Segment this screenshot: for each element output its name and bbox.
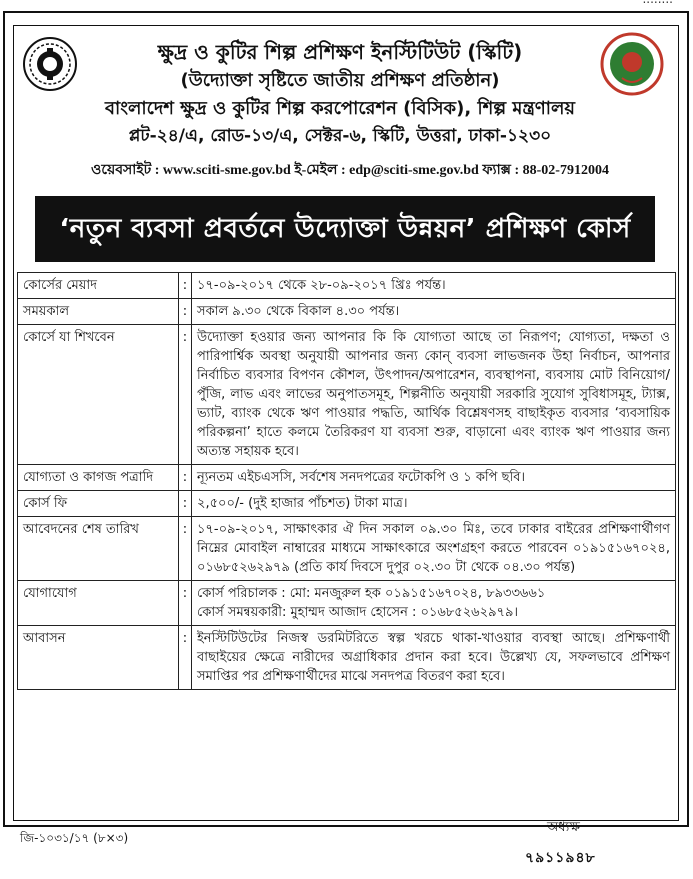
table-row	[18, 325, 676, 465]
row-label: কোর্স ফি	[18, 491, 179, 517]
row-label: সময়কাল	[18, 299, 179, 325]
row-colon: :	[179, 491, 192, 517]
address-line: প্লট-২৪/এ, রোড-১৩/এ, সেক্টর-৬, স্কিটি, উত্তরা, ঢাকা-১২৩০	[128, 126, 552, 146]
row-colon: :	[179, 325, 192, 465]
table-row	[18, 273, 676, 299]
signatory-title: অধ্যক্ষ	[547, 820, 580, 835]
row-label: যোগাযোগ	[18, 581, 179, 626]
bangladesh-govt-seal-icon	[600, 32, 664, 96]
row-value: উদ্যোক্তা হওয়ার জন্য আপনার কি কি যোগ্যতা আছে তা নিরূপণ; যোগ্যতা, দক্ষতা ও পারিপার্শ্বিক অবস্থা অনুযায়ী আপনার জন্য কোন্ ব্যবসা লাভজনক উহা নির্বাচন, আপনার নির্বাচিত ব্যবসার বিপণন কৌশল, উৎপাদন/অপারেশন, ব্যবস্থাপনা, ব্যবসায় মোট বিনিয়োগ/পুঁজি, লাভ এবং লাভের অনুপাতসমূহ, শিল্পনীতি অনুযায়ী সরকারি সুযোগ সুবিধাসমূহ, ট্যাক্স, ভ্যাট, ব্যাংক থেকে ঋণ পাওয়ার পদ্ধতি, আর্থিক বিশ্লেষণসহ বাছাইকৃত ব্যবসার ‘ব্যবসায়িক পরিকল্পনা’ হাতে কলমে তৈরিকরণ যা ব্যবসা শুরু, বাড়ানো এবং ব্যাংক ঋণ পাওয়ার জন্য অত্যন্ত সহায়ক হবে।	[192, 325, 676, 465]
row-label: কোর্সে যা শিখবেন	[18, 325, 179, 465]
reference-number: জি-১০৩১/১৭ (৮×৩)	[20, 831, 129, 845]
row-label: আবেদনের শেষ তারিখ	[18, 517, 179, 581]
row-value	[192, 581, 676, 626]
row-colon: :	[179, 581, 192, 626]
row-label: যোগ্যতা ও কাগজ পত্রাদি	[18, 465, 179, 491]
table-row	[18, 626, 676, 690]
row-value: ১৭-০৯-২০১৭ থেকে ২৮-০৯-২০১৭ খ্রিঃ পর্যন্ত।	[192, 273, 676, 299]
row-value: সকাল ৯.৩০ থেকে বিকাল ৪.৩০ পর্যন্ত।	[192, 299, 676, 325]
table-row	[18, 299, 676, 325]
row-value: ইনস্টিটিউটের নিজস্ব ডরমিটরিতে স্বল্প খরচে থাকা-খাওয়ার ব্যবস্থা আছে। প্রশিক্ষণার্থী বাছাইয়ের ক্ষেত্রে নারীদের অগ্রাধিকার প্রদান করা হবে। উল্লেখ্য যে, সফলভাবে প্রশিক্ষণ সমাপ্তির পর প্রশিক্ষণার্থীদের মাঝে সনদপত্র বিতরণ করা হবে।	[192, 626, 676, 690]
footer-code: ৭৯১১৯৪৮	[525, 850, 596, 866]
contact-line: ওয়েবসাইট : www.sciti-sme.gov.bd ই-মেইল : edp@sciti-sme.gov.bd ফ্যাক্স : 88-02-7912004	[91, 163, 609, 178]
bscic-emblem-icon	[22, 36, 78, 92]
course-director-line: কোর্স পরিচালক : মো: মনজুরুল হক ০১৯১৫১৬৭০২৪, ৮৯৩৩৬৬১	[197, 586, 546, 601]
ministry-line: বাংলাদেশ ক্ষুদ্র ও কুটির শিল্প করপোরেশন (বিসিক), শিল্প মন্ত্রণালয়	[104, 98, 576, 119]
row-colon: :	[179, 626, 192, 690]
course-banner: ‘নতুন ব্যবসা প্রবর্তনে উদ্যোক্তা উন্নয়ন’ প্রশিক্ষণ কোর্স	[35, 196, 655, 262]
course-coordinator-line: কোর্স সমন্বয়কারী: মুহাম্মদ আজাদ হোসেন : ০১৬৮৫২৬২৯৭৯।	[197, 605, 519, 620]
table-row	[18, 581, 676, 626]
row-value: ন্যূনতম এইচএসসি, সর্বশেষ সনদপত্রের ফটোকপি ও ১ কপি ছবি।	[192, 465, 676, 491]
table-row	[18, 517, 676, 581]
table-row	[18, 491, 676, 517]
row-label: কোর্সের মেয়াদ	[18, 273, 179, 299]
institute-subtitle: (উদ্যোক্তা সৃষ্টিতে জাতীয় প্রশিক্ষণ প্রতিষ্ঠান)	[180, 70, 500, 91]
row-colon: :	[179, 517, 192, 581]
row-colon: :	[179, 465, 192, 491]
institute-name: ক্ষুদ্র ও কুটির শিল্প প্রশিক্ষণ ইনস্টিটিউট (স্কিটি)	[157, 40, 523, 64]
row-colon: :	[179, 273, 192, 299]
row-label: আবাসন	[18, 626, 179, 690]
course-details-table	[17, 272, 676, 690]
row-colon: :	[179, 299, 192, 325]
row-value: ২,৫০০/- (দুই হাজার পাঁচশত) টাকা মাত্র।	[192, 491, 676, 517]
row-value: ১৭-০৯-২০১৭, সাক্ষাৎকার ঐ দিন সকাল ০৯.৩০ মিঃ, তবে ঢাকার বাইরের প্রশিক্ষণার্থীগণ নিম্নের মোবাইল নাম্বারের মাধ্যমে সাক্ষাৎকারে অংশগ্রহণ করতে পারবেন ০১৯১৫১৬৭০২৪, ০১৬৮৫২৬২৯৭৯ (প্রতি কার্য দিবসে দুপুর ০২.৩০ টা থেকে ০৪.৩০ পর্যন্ত)	[192, 517, 676, 581]
top-cut-text	[0, 0, 693, 8]
table-row	[18, 465, 676, 491]
